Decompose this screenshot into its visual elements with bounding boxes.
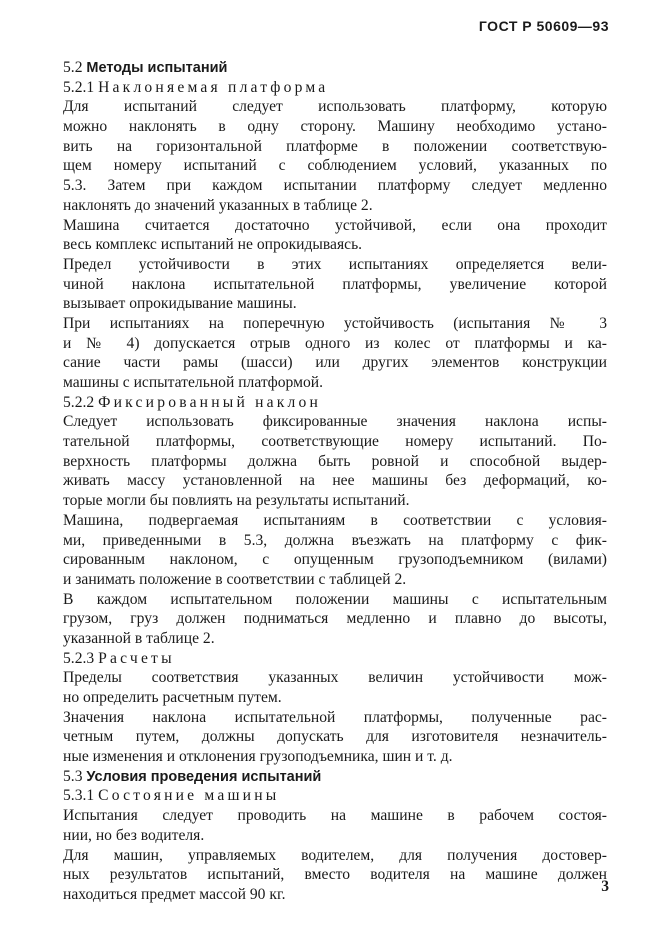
text-line: Машина считается достаточно устойчивой, если она проходит [63,216,607,234]
section-title: Расчеты [98,649,175,667]
text-line: вить на горизонтальной платформе в положении соответствую- [63,137,607,155]
section-heading [63,58,607,78]
section-number: 5.2.3 [63,649,95,667]
section-number: 5.3.1 [63,787,95,805]
text-line: грузом, груз должен подниматься медленно и плавно до высоты, [63,610,607,628]
section-title: Методы испытаний [86,60,228,76]
section-number: 5.2.1 [63,78,95,96]
text-line: верхность платформы должна быть ровной и способной выдер- [63,452,607,470]
text-line: указанной в таблице 2. [63,629,215,647]
text-line: чиной наклона испытательной платформы, увеличение которой [63,275,607,293]
text-line: ми, приведенными в 5.3, должна въезжать на платформу с фик- [63,531,607,549]
text-line: машины с испытательной платформой. [63,374,324,391]
text-line: и занимать положение в соответствии с таблицей 2. [63,570,407,588]
text-line: Предел устойчивости в этих испытаниях определяется вели- [63,255,607,273]
text-line: Испытания следует проводить на машине в рабочем состоя- [63,807,607,825]
text-line: но определить расчетным путем. [63,689,282,706]
text-line: Для машин, управляемых водителем, для получения достовер- [63,846,607,864]
text-line: сание части рамы (шасси) или других элементов конструкции [63,354,607,372]
section-title: Наклоняемая платформа [98,78,329,96]
subsection-heading [63,393,607,413]
document-body [63,58,607,905]
text-line: тательной платформы, соответствующие номеру испытаний. По- [63,433,607,451]
text-line: ных результатов испытаний, вместо водителя на машине должен [63,866,607,884]
text-line: Пределы соответствия указанных величин устойчивости мож- [63,669,607,687]
text-line: Значения наклона испытательной платформы, полученные рас- [63,708,607,726]
subsection-heading [63,786,607,806]
standard-header: ГОСТ Р 50609—93 [478,18,609,34]
text-line: торые могли бы повлиять на результаты испытаний. [63,492,410,510]
section-title: Условия проведения испытаний [86,768,322,785]
section-number: 5.2.2 [63,393,95,411]
text-line: нии, но без водителя. [63,826,205,844]
text-line: и № 4) допускается отрыв одного из колес от платформы и ка- [63,334,607,352]
text-line: ные изменения и отклонения грузоподъемника, шин и т. д. [63,748,453,766]
text-line: можно наклонять в одну сторону. Машину необходимо устано- [63,118,607,136]
text-line: Для испытаний следует использовать платформу, которую [63,98,607,116]
section-title: Состояние машины [98,787,280,805]
text-line: 5.3. Затем при каждом испытании платформу следует медленно [63,177,607,195]
text-line: сированным наклоном, с опущенным грузоподъемником (вилами) [63,551,607,569]
section-number: 5.3 [63,767,83,785]
text-line: вызывает опрокидывание машины. [63,295,297,313]
subsection-heading [63,78,607,98]
text-line: Следует использовать фиксированные значения наклона испы- [63,413,607,431]
text-line: наклонять до значений указанных в таблице 2. [63,196,373,214]
text-line: Машина, подвергаемая испытаниям в соответствии с условия- [63,511,607,529]
section-number: 5.2 [63,59,83,76]
text-line: При испытаниях на поперечную устойчивость (испытания № 3 [63,314,607,332]
text-line: В каждом испытательном положении машины с испытательным [63,590,607,608]
section-heading [63,767,607,787]
text-line: четным путем, должны допускать для изготовителя незначитель- [63,728,607,746]
text-line: находиться предмет массой 90 кг. [63,885,286,903]
section-title: Фиксированный наклон [98,393,322,411]
text-line: живать массу установленной на нее машины без деформаций, ко- [63,472,607,490]
text-line: весь комплекс испытаний не опрокидываясь. [63,236,363,254]
subsection-heading [63,649,607,669]
page-number: 3 [601,878,609,895]
text-line: щем номеру испытаний с соблюдением условий, указанных по [63,157,607,175]
